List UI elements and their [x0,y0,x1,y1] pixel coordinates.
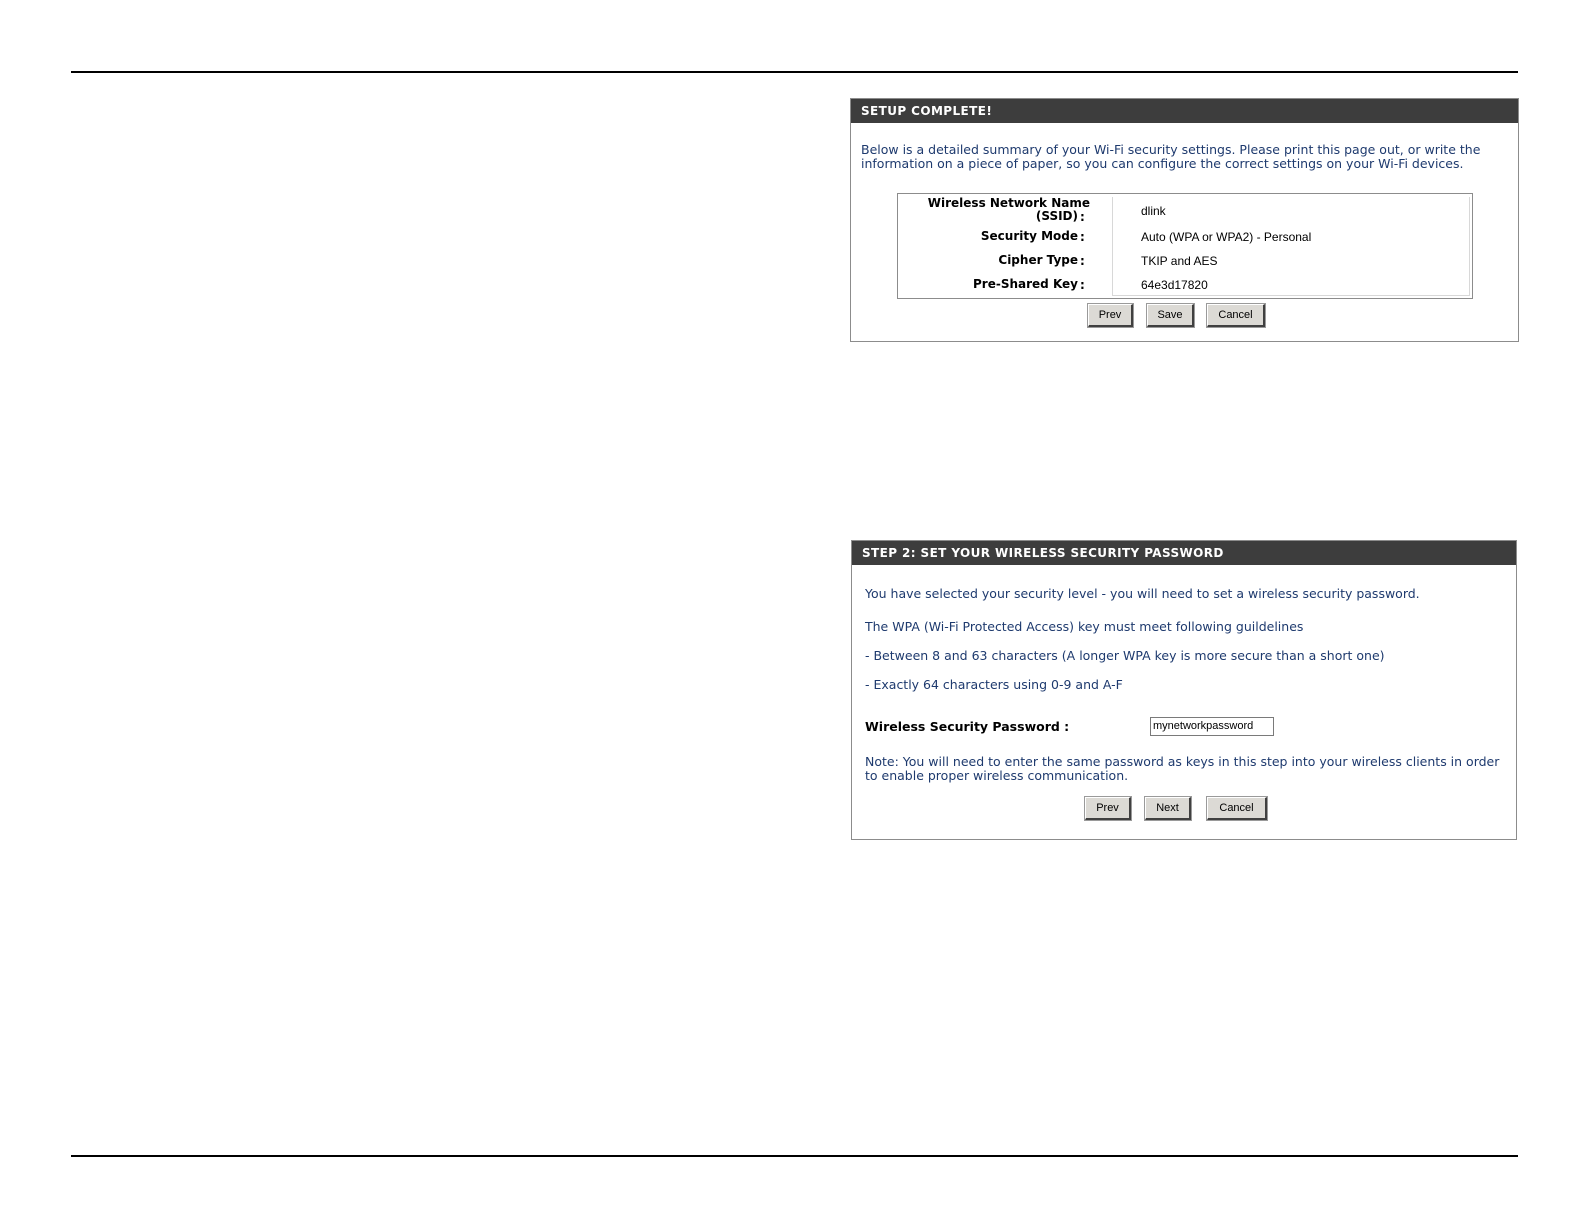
prev-button[interactable]: Prev [1088,304,1133,327]
cancel-button[interactable]: Cancel [1207,797,1267,820]
summary-colon: : [1080,254,1085,268]
summary-value-security-mode: Auto (WPA or WPA2) - Personal [1141,230,1312,244]
step2-line-guidelines: The WPA (Wi-Fi Protected Access) key must meet following guildelines [865,619,1304,634]
step2-line-length-rule: - Between 8 and 63 characters (A longer WPA key is more secure than a short one) [865,648,1385,663]
step2-password-panel [851,540,1517,840]
cancel-button[interactable]: Cancel [1207,304,1265,327]
save-button[interactable]: Save [1147,304,1194,327]
summary-label-security-mode: Security Mode [980,229,1078,243]
summary-colon: : [1080,230,1085,244]
step2-title: STEP 2: SET YOUR WIRELESS SECURITY PASSWORD [852,541,1516,565]
summary-value-psk: 64e3d17820 [1141,278,1208,292]
summary-colon: : [1080,210,1085,224]
setup-complete-title: SETUP COMPLETE! [851,99,1518,123]
setup-complete-panel [850,98,1519,342]
summary-label-cipher-type: Cipher Type [998,253,1078,267]
summary-value-ssid: dlink [1141,204,1166,218]
top-divider [71,71,1518,73]
summary-label-psk: Pre-Shared Key [973,277,1078,291]
summary-label-ssid-line1: Wireless Network Name [927,196,1090,210]
summary-colon: : [1080,278,1085,292]
summary-label-ssid-line2: (SSID) [1035,209,1078,223]
next-button[interactable]: Next [1145,797,1191,820]
prev-button[interactable]: Prev [1085,797,1131,820]
password-input[interactable]: mynetworkpassword [1150,717,1274,736]
settings-summary-table [897,193,1473,299]
step2-line-intro: You have selected your security level - you will need to set a wireless security password. [865,586,1420,601]
summary-value-cipher-type: TKIP and AES [1141,254,1218,268]
setup-complete-intro: Below is a detailed summary of your Wi-Fi security settings. Please print this page out, or write the information on a piece of paper, so you can configure the correct settings on your Wi-Fi devices. [861,142,1481,171]
bottom-divider [71,1155,1518,1157]
step2-line-hex-rule: - Exactly 64 characters using 0-9 and A-F [865,677,1123,692]
password-label: Wireless Security Password : [865,719,1070,734]
step2-note: Note: You will need to enter the same password as keys in this step into your wireless clients in order to enable proper wireless communication. [865,754,1500,783]
